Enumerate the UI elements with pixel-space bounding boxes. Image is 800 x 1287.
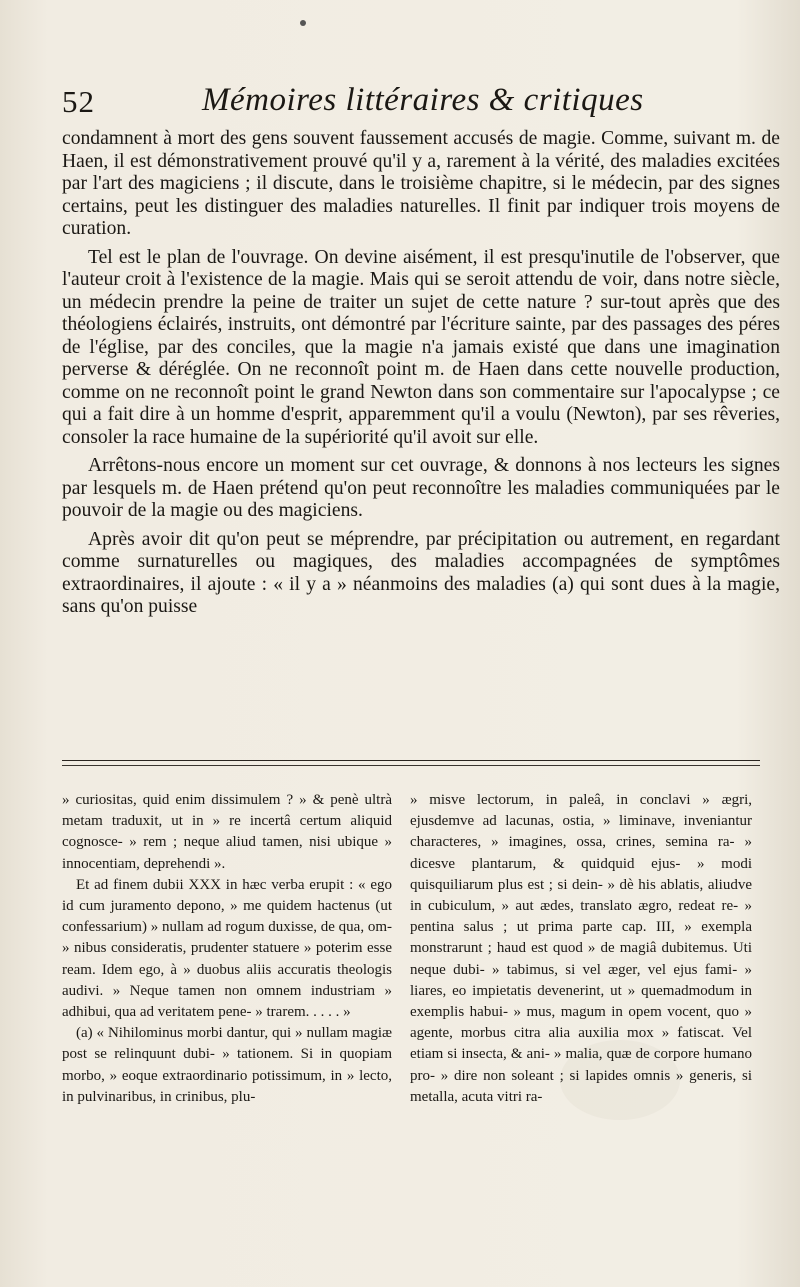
footnote-paragraph: » curiositas, quid enim dissimulem ? » & penè ultrà metam traduxit, ut in » re incertâ certum aliquid cognosce- » rem ; neque aliud tamen, nisi ubique » innocentiam, deprehendi ». [62, 792, 392, 872]
footnote-column-left [62, 790, 392, 1108]
footnote-paragraph: (a) « Nihilominus morbi dantur, qui » nullam magiæ post se relinquunt dubi- » tationem. Si in quopiam morbo, » eoque extraordinario potissimum, in » lecto, in pulvinaribus, in crinibus, plu- [62, 1025, 392, 1105]
running-title: Mémoires littéraires & critiques [202, 82, 644, 118]
paper-stain [300, 20, 306, 26]
paragraph: Tel est le plan de l'ouvrage. On devine aisément, il est presqu'inutile de l'observer, que l'auteur croit à l'existence de la magie. Mais qui se seroit attendu de voir, dans notre siècle, un médecin prendre la peine de traiter un sujet de cette nature ? sur-tout après que des théologiens éclairés, instruits, ont démontré par l'écriture sainte, par des passages des péres de l'église, par des conciles, que la magie n'a jamais existé que dans une imagination perverse & déréglée. On ne reconnoît point m. de Haen dans cette nouvelle production, comme on ne reconnoît point le grand Newton dans son commentaire sur l'apocalypse ; ce qui a fait dire à un homme d'esprit, apparemment qu'il a voulu (Newton), par ses rêveries, consoler la race humaine de la supériorité qu'il avoit sur elle. [62, 246, 780, 448]
footnote-paragraph: » misve lectorum, in paleâ, in conclavi » ægri, ejusdemve ad lacunas, ostia, » liminave, inveniantur characteres, » imagines, ossa, crines, semina ra- » dicesve plantarum, & quidquid ejus- » modi quisquiliarum plus est ; si dein- » dè his ablatis, aliudve in cubiculum, » aut ædes, translato ægro, redeat re- » pentina salus ; ut prima parte cap. III, » exempla monstrarunt ; haud est quod » de magiâ dubitemus. Uti neque dubi- » tabimus, si vel æger, vel ejus fami- » liares, eo impietatis devenerint, ut » quemadmodum in exemplis habui- » mus, magum in opem vocent, quo » agente, morbus citra alia auxilia mox » fatiscat. Vel etiam si insecta, & ani- » malia, quæ de corpore humano pro- » dire non soleant ; si lapides omnis » generis, si metalla, acuta vitri ra- [410, 792, 752, 1105]
page-number: 52 [62, 84, 95, 119]
main-text [62, 128, 780, 619]
footnote-rule-thin [62, 765, 760, 766]
footnote-column-right [410, 790, 752, 1108]
paragraph: Après avoir dit qu'on peut se méprendre, par précipitation ou autrement, en regardant comme surnaturelles ou magiques, des maladies accompagnées de symptômes extraordinaires, il ajoute : « il y a » néanmoins des maladies (a) qui sont dues à la magie, sans qu'on puisse [62, 528, 780, 617]
footnote-paragraph: Et ad finem dubii XXX in hæc verba erupit : « ego id cum juramento depono, » me quidem hactenus (ut confessarium) » nullam ad rogum duxisse, de qua, om- » nibus consideratis, prudenter statuere » poterim esse ream. Idem ego, à » duobus aliis accuratis theologis audivi. » Neque tamen non omnem industriam » adhibui, qua ad veritatem pene- » trarem. . . . . » [62, 876, 392, 1021]
paragraph: Arrêtons-nous encore un moment sur cet ouvrage, & donnons à nos lecteurs les signes par lesquels m. de Haen prétend qu'on peut reconnoître les maladies communiquées par le pouvoir de la magie ou des magiciens. [62, 455, 780, 521]
page-header [62, 82, 762, 126]
paragraph: condamnent à mort des gens souvent faussement accusés de magie. Comme, suivant m. de Haen, il est démonstrativement prouvé qu'il y a, rarement à la vérité, des maladies excitées par l'art des magiciens ; il discute, dans le troisième chapitre, si le médecin, par des signes certains, peut les distinguer des maladies naturelles. Il finit par indiquer trois moyens de curation. [62, 128, 780, 239]
footnote-rule [62, 760, 760, 761]
